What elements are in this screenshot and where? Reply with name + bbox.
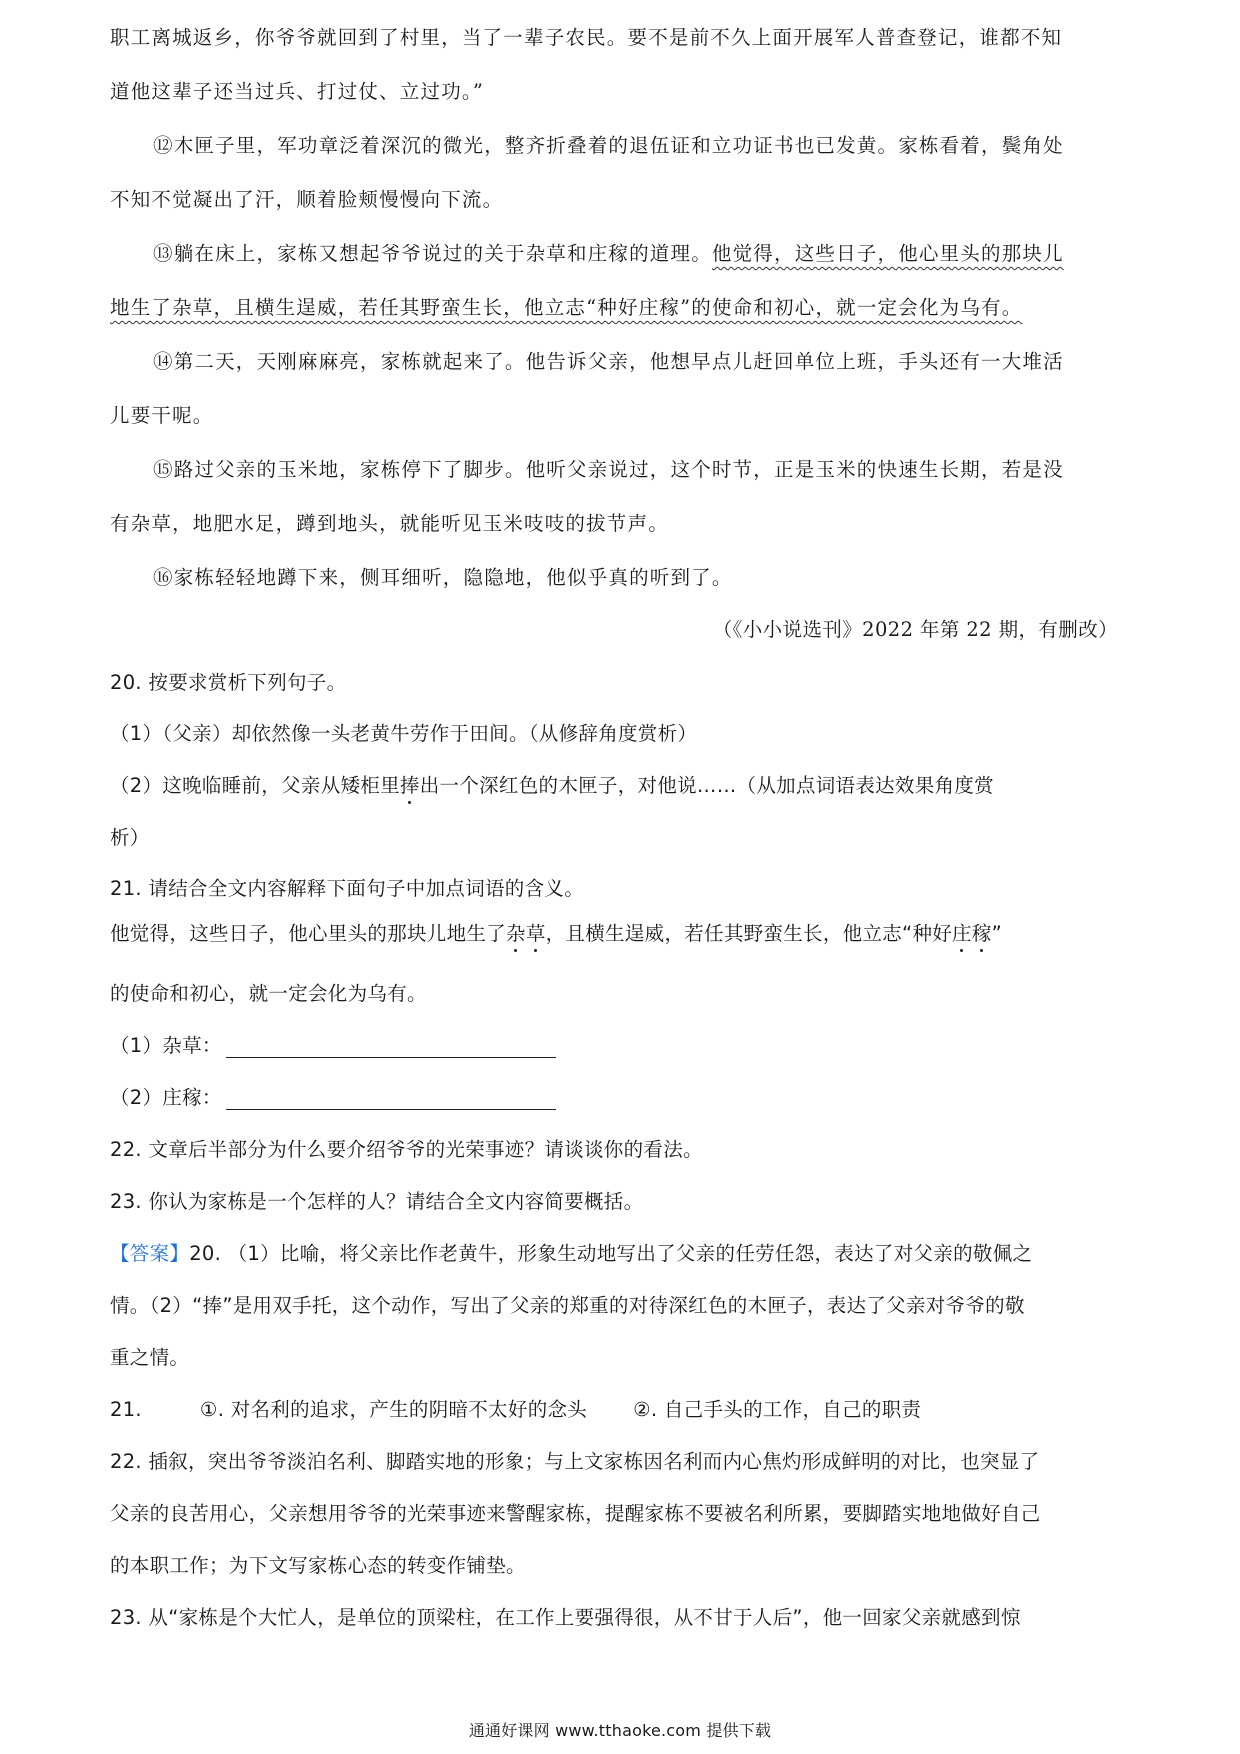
story-paragraph-11-line-2: 道他这辈子还当过兵、打过仗、立过功。” (110, 80, 485, 103)
answer-20-line-2: 情。（2）“捧”是用双手托，这个动作，写出了父亲的郑重的对待深红色的木匣子，表达了父亲对爷爷的敬 (110, 1294, 1025, 1317)
page-footer-watermark: 通通好课网 www.tthaoke.com 提供下载 (468, 1721, 772, 1740)
answer-22-line-3: 的本职工作；为下文写家栋心态的转变作铺垫。 (110, 1554, 526, 1577)
story-source-citation: （《小小说选刊》2022 年第 22 期，有删改） (712, 618, 1118, 641)
answer-blank-line[interactable] (226, 1089, 556, 1110)
answer-tag: 【答案】 (110, 1242, 190, 1265)
answer-21-point-2: ②. 自己手头的工作，自己的职责 (633, 1398, 922, 1421)
emphasis-dotted-character: 庄 (952, 922, 972, 945)
question-21-title: 21. 请结合全文内容解释下面句子中加点词语的含义。 (110, 877, 585, 900)
story-paragraph-12-line-1: ⑫木匣子里，军功章泛着深沉的微光，整齐折叠着的退伍证和立功证书也已发黄。家栋看着，鬓角处 (153, 134, 1064, 157)
story-paragraph-16-line-1: ⑯家栋轻轻地蹲下来，侧耳细听，隐隐地，他似乎真的听到了。 (153, 566, 733, 589)
story-paragraph-13-line-2 (110, 292, 1130, 320)
question-20-part-2 (110, 770, 1130, 798)
question-21-part-1-row (110, 1030, 1130, 1058)
answer-21-point-1: ①. 对名利的追求，产生的阴暗不太好的念头 (199, 1398, 588, 1421)
emphasis-dotted-character: 草 (525, 922, 546, 945)
story-paragraph-14-line-1: ⑭第二天，天刚麻麻亮，家栋就起来了。他告诉父亲，他想早点儿赶回单位上班，手头还有一大堆活 (153, 350, 1064, 373)
question-22: 22. 文章后半部分为什么要介绍爷爷的光荣事迹？请谈谈你的看法。 (110, 1138, 703, 1161)
answer-21-number: 21. (110, 1398, 142, 1421)
question-21-sentence-line-2: 的使命和初心，就一定会化为乌有。 (110, 982, 427, 1005)
story-paragraph-12-line-2: 不知不觉凝出了汗，顺着脸颊慢慢向下流。 (110, 188, 504, 211)
wavy-underlined-sentence-end: 地生了杂草，且横生逞威，若任其野蛮生长，他立志“种好庄稼”的使命和初心，就一定会化为乌有。 (110, 296, 1023, 319)
question-20-part-2-text-b: 出一个深红色的木匣子，对他说……（从加点词语表达效果角度赏 (419, 774, 994, 797)
question-21-sentence-a: 他觉得，这些日子，他心里头的那块儿地生了 (110, 922, 507, 945)
answer-20-line-1 (110, 1238, 1130, 1266)
wavy-underlined-sentence-start: 他觉得，这些日子，他心里头的那块儿 (711, 242, 1064, 265)
question-21-sentence-b: ，且横生逞威，若任其野蛮生长，他立志“种好 (545, 922, 953, 945)
story-paragraph-14-line-2: 儿要干呢。 (110, 404, 214, 427)
answer-blank-line[interactable] (226, 1037, 556, 1058)
answer-20-line-3: 重之情。 (110, 1346, 190, 1369)
question-21-part-1-label: （1）杂草： (110, 1034, 222, 1057)
question-20-part-2-text-a: （2）这晚临睡前，父亲从矮柜里 (110, 774, 400, 797)
story-paragraph-13-line-1 (153, 238, 1173, 266)
emphasis-dotted-character: 捧 (399, 774, 420, 797)
story-paragraph-13-plain: ⑬躺在床上，家栋又想起爷爷说过的关于杂草和庄稼的道理。 (153, 242, 712, 265)
question-20-title: 20. 按要求赏析下列句子。 (110, 671, 347, 694)
question-23: 23. 你认为家栋是一个怎样的人？请结合全文内容简要概括。 (110, 1190, 644, 1213)
emphasis-dotted-character: 杂 (506, 922, 526, 945)
question-20-part-1: （1）（父亲）却依然像一头老黄牛劳作于田间。（从修辞角度赏析） (110, 722, 698, 745)
question-21-part-2-label: （2）庄稼： (110, 1086, 222, 1109)
emphasis-dotted-character: 稼 (971, 922, 992, 945)
answer-21-line (110, 1394, 1130, 1422)
question-21-sentence-line-1 (110, 918, 1130, 946)
question-20-part-2-cont: 析） (110, 826, 150, 849)
story-paragraph-11-line-1: 职工离城返乡，你爷爷就回到了村里，当了一辈子农民。要不是前不久上面开展军人普查登记，谁都不知 (110, 26, 1063, 49)
answer-22-line-1: 22. 插叙，突出爷爷淡泊名利、脚踏实地的形象；与上文家栋因名利而内心焦灼形成鲜明的对比，也突显了 (110, 1450, 1040, 1473)
story-paragraph-15-line-1: ⑮路过父亲的玉米地，家栋停下了脚步。他听父亲说过，这个时节，正是玉米的快速生长期，若是没 (153, 458, 1064, 481)
answer-20-text: 20. （1）比喻，将父亲比作老黄牛，形象生动地写出了父亲的任劳任怨，表达了对父亲的敬佩之 (189, 1242, 1033, 1265)
question-21-part-2-row (110, 1082, 1130, 1110)
answer-22-line-2: 父亲的良苦用心，父亲想用爷爷的光荣事迹来警醒家栋，提醒家栋不要被名利所累，要脚踏实地地做好自己 (110, 1502, 1041, 1525)
answer-23-line-1: 23. 从“家栋是个大忙人，是单位的顶梁柱，在工作上要强得很，从不甘于人后”，他一回家父亲就感到惊 (110, 1606, 1021, 1629)
question-21-sentence-c: ” (991, 922, 1003, 945)
story-paragraph-15-line-2: 有杂草，地肥水足，蹲到地头，就能听见玉米吱吱的拔节声。 (110, 512, 669, 535)
